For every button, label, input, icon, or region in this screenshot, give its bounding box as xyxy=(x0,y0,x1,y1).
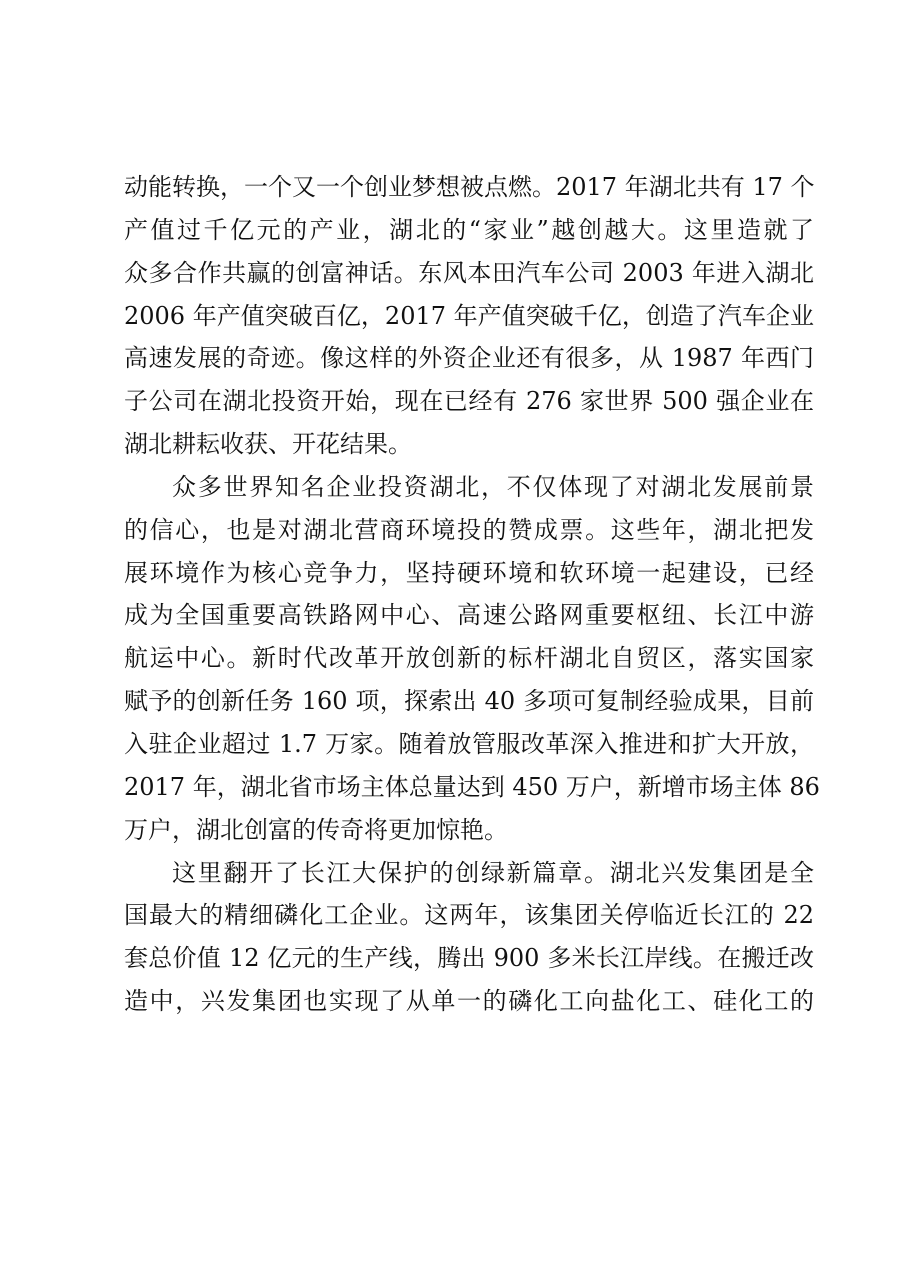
text-line: 2017 年，湖北省市场主体总量达到 450 万户，新增市场主体 86 xyxy=(124,772,820,801)
text-line: 众多合作共赢的创富神话。东风本田汽车公司 2003 年进入湖北 xyxy=(124,258,814,287)
text-line: 这里翻开了长江大保护的创绿新篇章。湖北兴发集团是全 xyxy=(172,858,814,887)
text-line: 动能转换，一个又一个创业梦想被点燃。2017 年湖北共有 17 个 xyxy=(124,173,815,201)
text-line: 成为全国重要高铁路网中心、高速公路网重要枢纽、长江中游 xyxy=(124,601,814,630)
body-text xyxy=(124,166,820,1023)
paragraph-1 xyxy=(124,166,814,466)
text-line: 的信心，也是对湖北营商环境投的赞成票。这些年，湖北把发 xyxy=(124,515,814,544)
text-line: 高速发展的奇迹。像这样的外资企业还有很多，从 1987 年西门 xyxy=(124,344,814,373)
text-line: 展环境作为核心竞争力，坚持硬环境和软环境一起建设，已经 xyxy=(124,558,814,587)
text-line: 万户，湖北创富的传奇将更加惊艳。 xyxy=(124,815,508,844)
text-line: 入驻企业超过 1.7 万家。随着放管服改革深入推进和扩大开放， xyxy=(124,729,814,758)
text-line: 赋予的创新任务 160 项，探索出 40 多项可复制经验成果，目前 xyxy=(124,687,814,716)
text-line: 产值过千亿元的产业，湖北的“家业”越创越大。这里造就了 xyxy=(124,215,814,244)
text-line: 套总价值 12 亿元的生产线，腾出 900 多米长江岸线。在搬迁改 xyxy=(124,944,814,973)
text-line: 航运中心。新时代改革开放创新的标杆湖北自贸区，落实国家 xyxy=(124,644,814,673)
text-line: 湖北耕耘收获、开花结果。 xyxy=(124,430,412,459)
paragraph-2 xyxy=(124,466,820,852)
text-line: 造中，兴发集团也实现了从单一的磷化工向盐化工、硅化工的 xyxy=(124,987,814,1016)
paragraph-3 xyxy=(124,852,814,1023)
text-line: 子公司在湖北投资开始，现在已经有 276 家世界 500 强企业在 xyxy=(124,387,814,416)
text-line: 2006 年产值突破百亿，2017 年产值突破千亿，创造了汽车企业 xyxy=(124,301,814,330)
text-line: 国最大的精细磷化工企业。这两年，该集团关停临近长江的 22 xyxy=(124,901,814,930)
text-line: 众多世界知名企业投资湖北，不仅体现了对湖北发展前景 xyxy=(172,472,814,501)
